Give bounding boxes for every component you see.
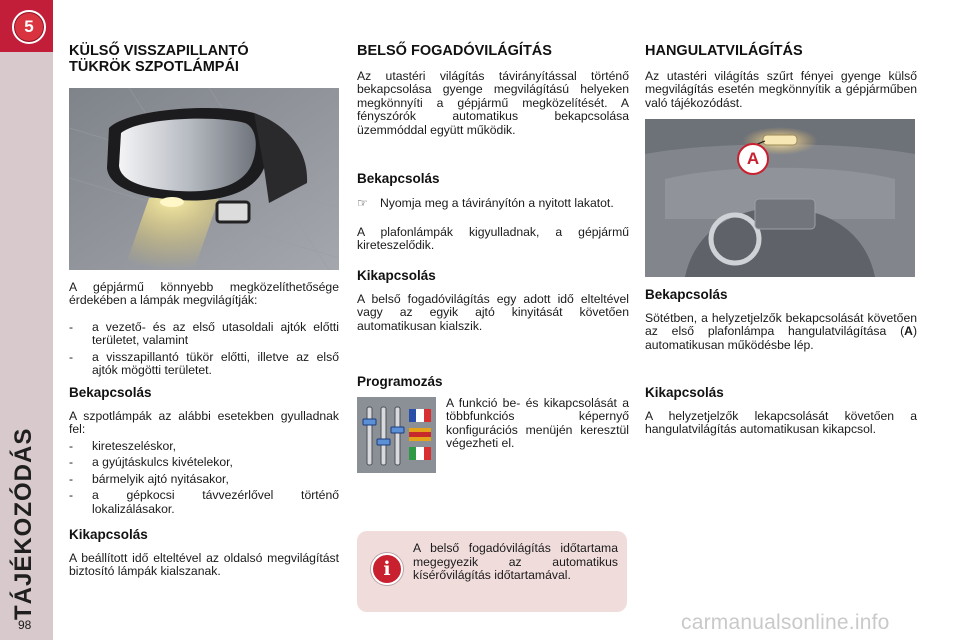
mirror-lamp-illustration xyxy=(69,88,339,270)
configuration-menu-illustration xyxy=(357,397,436,473)
title-line-1: KÜLSŐ VISSZAPILLANTÓ xyxy=(69,43,249,59)
on-text-label: A xyxy=(904,324,913,339)
welcome-lighting-prog-text: A funkció be- és kikapcsolását a többfunkciós képernyő konfigurációs menüjén keresztül végezheti el. xyxy=(446,396,629,451)
cabin-drawing xyxy=(645,119,915,277)
section-title-welcome-lighting: BELSŐ FOGADÓVILÁGÍTÁS xyxy=(357,43,552,59)
callout-label-a: A xyxy=(737,143,769,175)
watermark: carmanualsonline.info xyxy=(681,611,890,634)
on-text-part-1: Sötétben, a helyzetjelzők bekapcsolását követően az első plafonlámpa hangulatvilágítása ( xyxy=(645,311,917,339)
settings-sliders-icon xyxy=(357,397,436,473)
list-item: - kireteszeléskor, xyxy=(69,440,339,453)
welcome-lighting-off-heading: Kikapcsolás xyxy=(357,268,436,283)
ambient-lighting-on-heading: Bekapcsolás xyxy=(645,287,728,302)
info-note xyxy=(357,531,627,612)
ambient-lighting-intro: Az utastéri világítás szűrt fényei gyenge külső megvilágítás esetén megkönnyítik a gépjárműben való tájékozódást. xyxy=(645,69,917,110)
welcome-lighting-off-text: A belső fogadóvilágítás egy adott idő elteltével vagy az egyik ajtó kinyitását követően automatikusan kialszik. xyxy=(357,292,629,333)
chapter-number-badge: 5 xyxy=(12,10,46,44)
info-icon: i xyxy=(371,553,403,585)
mirror-lamps-on-heading: Bekapcsolás xyxy=(69,385,152,400)
list-item: - a gépkocsi távvezérlővel történő lokalizálásakor. xyxy=(69,489,339,516)
welcome-lighting-intro: Az utastéri világítás távirányítással történő bekapcsolása gyenge megvilágítású helyeken megkönnyíti a gépjármű megközelítését. A fényszórók automatikus bekapcsolása üzemmóddal együtt működik. xyxy=(357,69,629,137)
mirror-lamps-off-heading: Kikapcsolás xyxy=(69,527,148,542)
welcome-lighting-on-text: A plafonlámpák kigyulladnak, a gépjármű kireteszelődik. xyxy=(357,225,629,253)
list-item: - a gyújtáskulcs kivételekor, xyxy=(69,456,339,469)
mirror-lamps-off-text: A beállított idő elteltével az oldalsó megvilágítást biztosító lámpák kialszanak. xyxy=(69,551,339,579)
welcome-lighting-on-heading: Bekapcsolás xyxy=(357,171,440,186)
welcome-lighting-on-step-text: Nyomja meg a távirányítón a nyitott lakatot. xyxy=(380,196,614,210)
welcome-lighting-prog-heading: Programozás xyxy=(357,374,443,389)
list-item: - bármelyik ajtó nyitásakor, xyxy=(69,473,339,486)
title-line-2: TÜKRÖK SZPOTLÁMPÁI xyxy=(69,59,239,75)
cabin-ceiling-lamp-illustration xyxy=(645,119,915,277)
mirror-lamp-drawing xyxy=(69,88,339,270)
page-number: 98 xyxy=(18,618,32,632)
arrow-bullet-icon: ☞ xyxy=(357,196,368,210)
section-title-mirror-lamps xyxy=(69,43,339,75)
list-item: - a vezető- és az első utasoldali ajtók előtti területet, valamint xyxy=(69,321,339,348)
mirror-lamps-intro-list xyxy=(69,321,339,381)
side-band xyxy=(0,0,53,640)
chapter-title: TÁJÉKOZÓDÁS xyxy=(10,427,37,620)
on-text-part-2: ) automatikusan működésbe lép. xyxy=(645,324,917,352)
section-title-ambient-lighting: HANGULATVILÁGÍTÁS xyxy=(645,43,803,59)
mirror-lamps-intro: A gépjármű könnyebb megközelíthetősége érdekében a lámpák megvilágítják: xyxy=(69,280,339,308)
info-note-text: A belső fogadóvilágítás időtartama megegyezik az automatikus kísérővilágítás időtartamával. xyxy=(413,541,618,583)
mirror-lamps-on-text: A szpotlámpák az alábbi esetekben gyulladnak fel: xyxy=(69,409,339,437)
ambient-lighting-on-text xyxy=(645,312,917,352)
ambient-lighting-off-text: A helyzetjelzők lekapcsolását követően a hangulatvilágítás automatikusan kikapcsol. xyxy=(645,409,917,437)
mirror-lamps-on-list xyxy=(69,440,339,519)
list-item: - a visszapillantó tükör előtti, illetve az első ajtók mögötti területet. xyxy=(69,351,339,378)
welcome-lighting-on-step xyxy=(357,197,652,210)
ambient-lighting-off-heading: Kikapcsolás xyxy=(645,385,724,400)
